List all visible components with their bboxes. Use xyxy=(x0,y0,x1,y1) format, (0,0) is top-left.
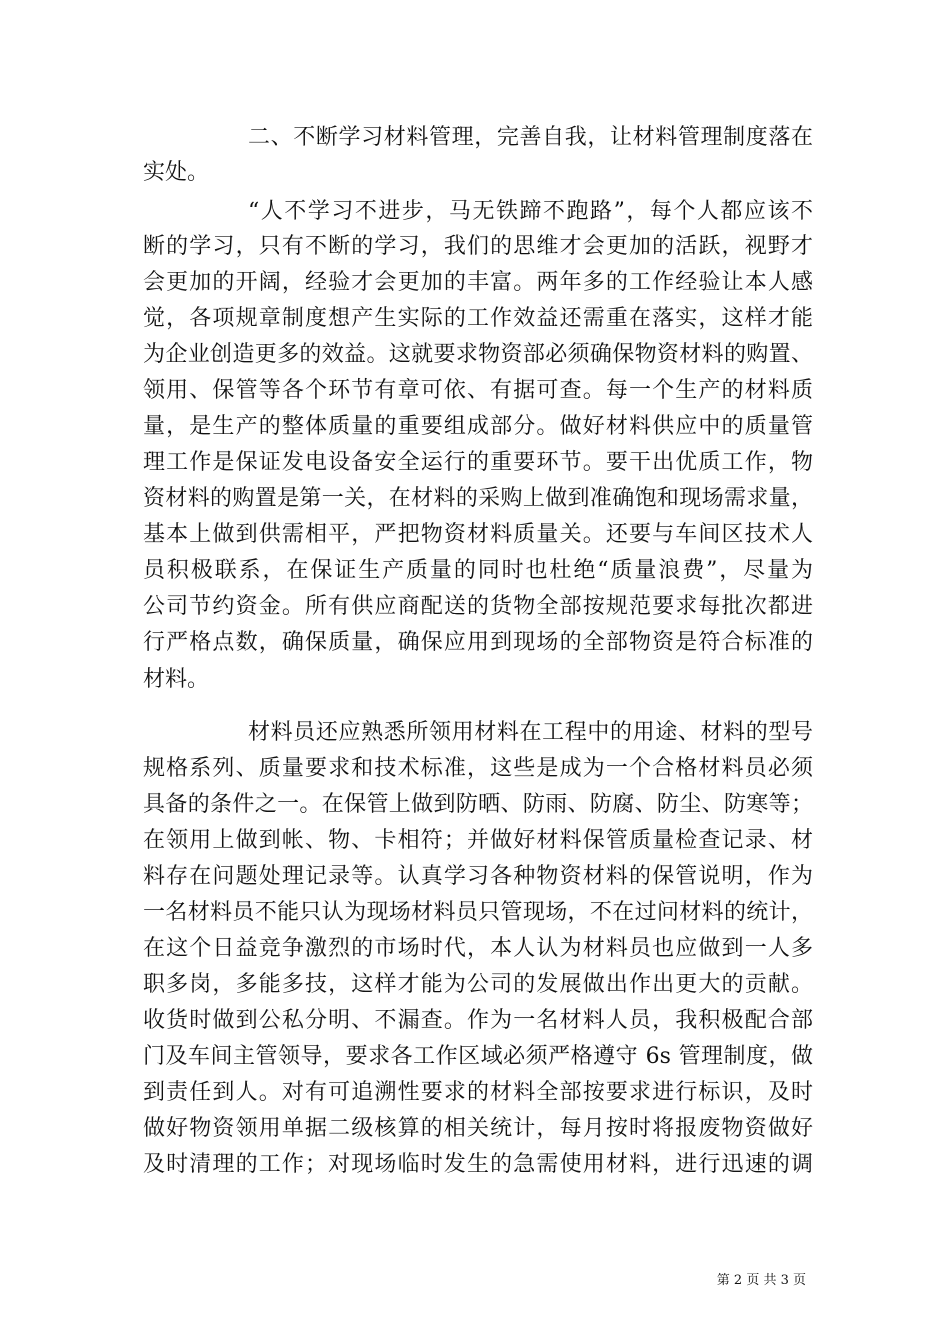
text-line: “人不学习不进步，马无铁蹄不跑路”，每个人都应该不 xyxy=(248,199,813,224)
text-line: 在这个日益竞争激烈的市场时代，本人认为材料员也应做到一人多 xyxy=(143,936,813,961)
text-line: 料存在问题处理记录等。认真学习各种物资材料的保管说明，作为 xyxy=(143,864,813,889)
text-line: 收货时做到公私分明、不漏查。作为一名材料人员，我积极配合部 xyxy=(143,1008,813,1033)
text-line: 规格系列、质量要求和技术标准，这些是成为一个合格材料员必须 xyxy=(143,756,813,781)
text-line: 二、不断学习材料管理，完善自我，让材料管理制度落在 xyxy=(248,125,813,150)
text-line: 理工作是保证发电设备安全运行的重要环节。要干出优质工作，物 xyxy=(143,450,813,475)
page-number-footer: 第 2 页 共 3 页 xyxy=(716,1273,806,1288)
text-line: 员积极联系，在保证生产质量的同时也杜绝“质量浪费”，尽量为 xyxy=(143,558,813,583)
text-line: 断的学习，只有不断的学习，我们的思维才会更加的活跃，视野才 xyxy=(143,234,813,259)
text-line: 及时清理的工作；对现场临时发生的急需使用材料，进行迅速的调 xyxy=(143,1152,813,1177)
text-line: 一名材料员不能只认为现场材料员只管现场，不在过问材料的统计， xyxy=(143,900,813,925)
text-line: 量，是生产的整体质量的重要组成部分。做好材料供应中的质量管 xyxy=(143,414,813,439)
text-line: 材料。 xyxy=(143,667,210,692)
text-line: 实处。 xyxy=(143,160,210,185)
text-line: 门及车间主管领导，要求各工作区域必须严格遵守 6s 管理制度，做 xyxy=(143,1044,813,1069)
text-line: 在领用上做到帐、物、卡相符；并做好材料保管质量检查记录、材 xyxy=(143,828,813,853)
text-line: 到责任到人。对有可追溯性要求的材料全部按要求进行标识，及时 xyxy=(143,1080,813,1105)
text-line: 行严格点数，确保质量，确保应用到现场的全部物资是符合标准的 xyxy=(143,630,813,655)
text-line: 做好物资领用单据二级核算的相关统计，每月按时将报废物资做好 xyxy=(143,1116,813,1141)
text-line: 会更加的开阔，经验才会更加的丰富。两年多的工作经验让本人感 xyxy=(143,270,813,295)
text-line: 为企业创造更多的效益。这就要求物资部必须确保物资材料的购置、 xyxy=(143,342,813,367)
text-line: 职多岗，多能多技，这样才能为公司的发展做出作出更大的贡献。 xyxy=(143,972,813,997)
text-line: 公司节约资金。所有供应商配送的货物全部按规范要求每批次都进 xyxy=(143,594,813,619)
text-line: 领用、保管等各个环节有章可依、有据可查。每一个生产的材料质 xyxy=(143,378,813,403)
text-line: 资材料的购置是第一关，在材料的采购上做到准确饱和现场需求量， xyxy=(143,486,813,511)
text-line: 材料员还应熟悉所领用材料在工程中的用途、材料的型号 xyxy=(248,720,813,745)
text-line: 基本上做到供需相平，严把物资材料质量关。还要与车间区技术人 xyxy=(143,522,813,547)
text-line: 觉，各项规章制度想产生实际的工作效益还需重在落实，这样才能 xyxy=(143,306,813,331)
text-line: 具备的条件之一。在保管上做到防晒、防雨、防腐、防尘、防寒等； xyxy=(143,792,813,817)
